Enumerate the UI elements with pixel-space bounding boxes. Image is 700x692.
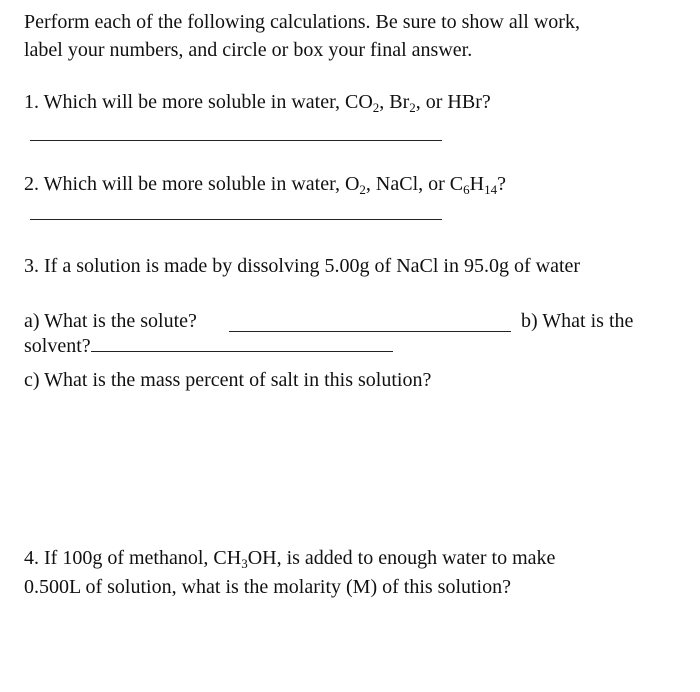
question-4-line-1 — [24, 546, 555, 570]
q2-answer-line — [30, 219, 442, 220]
q3b-answer-line — [91, 350, 393, 352]
q2-h-subscript: 14 — [484, 182, 498, 197]
question-1 — [24, 90, 491, 114]
q2-prefix: 2. Which will be more soluble in water, O — [24, 173, 360, 195]
q4-ch3-subscript: 3 — [241, 556, 248, 571]
q1-prefix: 1. Which will be more soluble in water, CO — [24, 91, 373, 113]
instructions-line-2: label your numbers, and circle or box your final answer. — [24, 39, 473, 61]
q2-suffix: ? — [497, 173, 506, 195]
q3b-solvent-word: solvent? — [24, 335, 91, 357]
q2-c-subscript: 6 — [463, 182, 470, 197]
q4-prefix: 4. If 100g of methanol, CH — [24, 547, 242, 569]
q3c-label: c) What is the mass percent of salt in this solution? — [24, 369, 432, 391]
question-3-stem: 3. If a solution is made by dissolving 5.00g of NaCl in 95.0g of water — [24, 255, 581, 277]
q4-suffix: OH, is added to enough water to make — [247, 547, 556, 569]
q3b-label-cont — [24, 334, 393, 358]
q3a-answer-line — [229, 331, 511, 332]
instructions-line-1: Perform each of the following calculations. Be sure to show all work, — [24, 11, 580, 33]
question-2 — [24, 172, 506, 196]
question-4-line-2: 0.500L of solution, what is the molarity (M) of this solution? — [24, 576, 511, 598]
q3b-label: b) What is the — [521, 310, 634, 332]
q2-mid: , NaCl, or C — [365, 173, 464, 195]
q2-h: H — [469, 173, 485, 195]
q1-br2-subscript: 2 — [409, 100, 416, 115]
q1-answer-line — [30, 140, 442, 141]
q1-co2-subscript: 2 — [372, 100, 380, 115]
q3a-label: a) What is the solute? — [24, 310, 197, 332]
q1-mid: , Br — [379, 91, 410, 113]
q1-suffix: , or HBr? — [415, 91, 491, 113]
q2-o2-subscript: 2 — [359, 182, 366, 197]
